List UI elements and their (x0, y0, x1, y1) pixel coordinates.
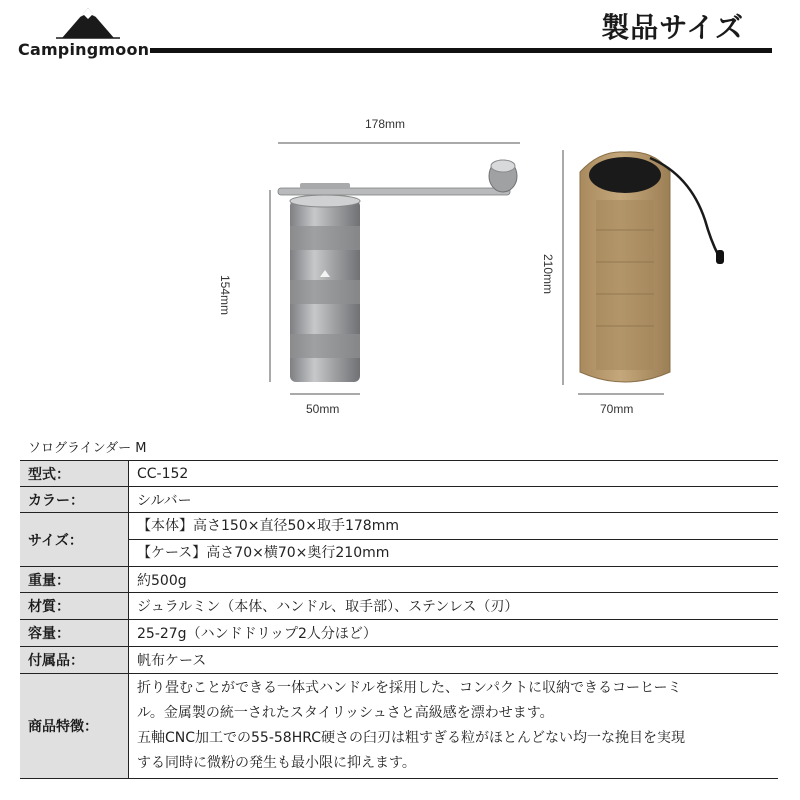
spec-value (129, 674, 779, 779)
page-title: 製品サイズ (601, 11, 744, 44)
spec-row-capacity (20, 620, 778, 647)
spec-row-accessory (20, 647, 778, 674)
grinder-base-label: 50mm (306, 402, 340, 416)
spec-row-material (20, 593, 778, 620)
spec-value: ジュラルミン（本体、ハンドル、取手部）、ステンレス（刃） (129, 593, 779, 620)
spec-label: 重量： (20, 567, 129, 593)
header-rule (150, 48, 772, 53)
spec-row-model (20, 461, 778, 487)
brand-name: Campingmoon (18, 40, 150, 59)
spec-table (20, 460, 778, 779)
spec-row-size (20, 513, 778, 567)
grinder-width-label: 178mm (365, 117, 406, 131)
spec-label: サイズ： (20, 513, 129, 567)
spec-row-color (20, 487, 778, 513)
spec-value: 帆布ケース (129, 647, 779, 674)
grinder-illustration (278, 160, 517, 382)
spec-label: 型式： (20, 461, 129, 487)
case-height-label: 210mm (541, 254, 555, 295)
spec-label: 付属品： (20, 647, 129, 674)
spec-value: 約500g (129, 567, 779, 593)
feature-line: ル。金属製の統一されたスタイリッシュさと高級感を漂わせます。 (137, 705, 554, 721)
mountain-icon (56, 8, 120, 38)
spec-label: カラー： (20, 487, 129, 513)
spec-value: CC-152 (129, 461, 779, 487)
spec-label: 容量： (20, 620, 129, 647)
feature-line: 五軸CNC加工での55-58HRC硬さの臼刃は粗すぎる粒がほとんどない均一な挽目を実現 (137, 730, 686, 746)
case-illustration (580, 152, 724, 382)
case-base-label: 70mm (600, 402, 634, 416)
spec-label: 材質： (20, 593, 129, 620)
product-dimension-figure (0, 110, 800, 430)
product-subtitle: ソログラインダー M (28, 441, 147, 456)
size-body-line: 【本体】高さ150×直径50×取手178mm (129, 513, 778, 540)
spec-label: 商品特徴： (20, 674, 129, 779)
size-case-line: 【ケース】高さ70×横70×奥行210mm (137, 545, 390, 561)
spec-value: シルバー (129, 487, 779, 513)
spec-value: 25-27g（ハンドドリップ2人分ほど） (129, 620, 779, 647)
spec-row-weight (20, 567, 778, 593)
spec-row-features (20, 674, 778, 779)
grinder-height-label: 154mm (218, 275, 232, 316)
feature-line: 折り畳むことができる一体式ハンドルを採用した、コンパクトに収納できるコーヒーミ (137, 680, 682, 696)
feature-line: する同時に微粉の発生も最小限に抑えます。 (137, 755, 416, 771)
spec-value (129, 513, 779, 567)
